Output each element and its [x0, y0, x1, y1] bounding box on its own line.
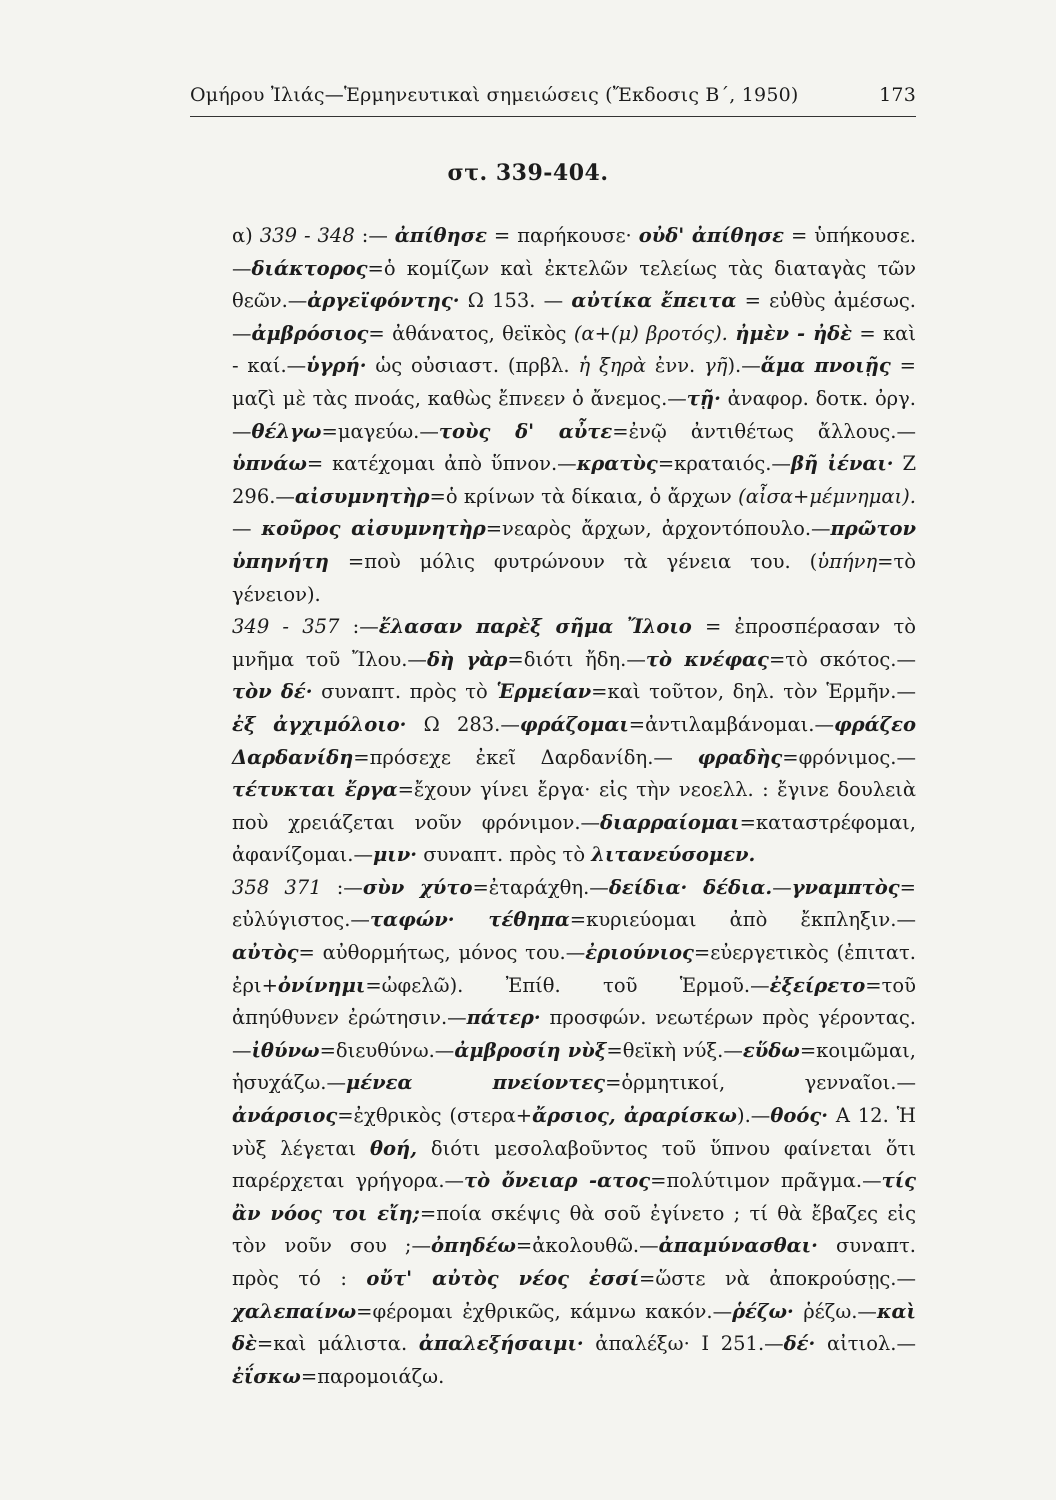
lemma-term: ἀπαλεξήσαιμι·: [418, 1332, 584, 1356]
commentary-body: [232, 220, 916, 1393]
gloss-text: =παρομοιάζω.: [300, 1364, 445, 1388]
gloss-text: ἀπαλέξω· Ι 251.—: [583, 1332, 784, 1356]
lemma-term: τὸ κνέφας: [645, 647, 769, 671]
lemma-term: σὺν χύτο: [362, 875, 473, 899]
reference-text: (α+(μ) βροτός).: [573, 321, 728, 345]
gloss-text: =μαγεύω.—: [321, 419, 439, 443]
gloss-text: =ἀκολουθῶ.—: [515, 1234, 659, 1258]
lemma-term: τίς ἂν νόος τοι εἴη;: [232, 1169, 917, 1225]
gloss-text: =ποία σκέψις θὰ σοῦ ἐγίνετο ; τί θὰ ἔβαζες εἰς τὸν νοῦν σου ;—: [232, 1201, 916, 1258]
reference-text: 349 - 357: [232, 615, 340, 639]
gloss-text: =κοιμῶμαι, ἡσυχάζω.—: [232, 1038, 916, 1095]
lemma-term: Ἑρμείαν: [496, 680, 592, 704]
gloss-text: ).—: [727, 354, 761, 378]
paragraph-349-357: [232, 611, 916, 872]
gloss-text: =τὸ σκότος.—: [768, 647, 916, 671]
gloss-text: =ἔχουν γίνει ἔργα· εἰς τὴν νεοελλ. : ἔγινε δουλειὰ ποὺ χρειάζεται νοῦν φρόνιμον.—: [232, 778, 917, 834]
lemma-term: μένεα πνείοντες: [346, 1071, 606, 1095]
lemma-term: ἄρσιος, ἀραρίσκω: [532, 1104, 737, 1128]
lemma-term: τέτυκται ἔργα: [232, 778, 398, 802]
gloss-text: =ὁρμητικοί, γενναῖοι.—: [605, 1071, 916, 1095]
gloss-text: =διευθύνω.—: [319, 1038, 455, 1062]
gloss-text: =κυριεύομαι ἀπὸ ἔκπληξιν.—: [569, 908, 916, 932]
lemma-term: μιν·: [373, 843, 418, 867]
lemma-term: ἐξ ἀγχιμόλοιο·: [232, 712, 407, 736]
lemma-term: ἀμβροσίη νὺξ: [454, 1038, 607, 1062]
lemma-term: πρῶτον ὑπηνήτη: [232, 517, 916, 573]
lemma-term: ἔλασαν παρὲξ σῆμα Ἴλοιο: [378, 615, 692, 639]
lemma-term: ὀνίνημι: [277, 973, 366, 997]
section-title: στ. 339-404.: [447, 160, 609, 186]
lemma-term: ἅμα πνοιῇς: [760, 354, 891, 378]
gloss-text: = παρήκουσε·: [486, 224, 639, 247]
lemma-term: καὶ δὲ: [232, 1299, 916, 1356]
lemma-term: ἐΐσκω: [232, 1364, 301, 1388]
lemma-term: ἀπαμύνασθαι·: [658, 1234, 818, 1258]
page-number: 173: [879, 84, 916, 106]
gloss-text: = καὶ - καί.—: [232, 321, 916, 378]
lemma-term: ἀργεϊφόντης·: [307, 289, 460, 313]
gloss-text: ἀναφορ. δοτκ. ὀργ.—: [232, 386, 916, 443]
gloss-text: Ω 283.—: [406, 712, 520, 736]
lemma-term: τὸν δέ·: [232, 680, 313, 704]
reference-text: ἡ ξηρὰ: [578, 354, 647, 378]
gloss-text: =ποὺ μόλις φυτρώνουν τὰ γένεια του. (: [329, 549, 818, 573]
running-head: [190, 84, 916, 106]
lemma-term: φράζομαι: [519, 712, 629, 736]
lemma-term: θέλγω: [251, 419, 322, 443]
gloss-text: =ὠφελῶ). Ἐπίθ. τοῦ Ἑρμοῦ.—: [365, 973, 770, 997]
gloss-text: =ὁ κρίνων τὰ δίκαια, ὁ ἄρχων: [429, 484, 739, 508]
header-rule: [190, 116, 916, 117]
lemma-term: λιτανεύσομεν.: [591, 843, 756, 867]
gloss-text: ἐνν.: [646, 354, 705, 378]
lemma-term: χαλεπαίνω: [232, 1299, 357, 1323]
gloss-text: διότι μεσολαβοῦντος τοῦ ὕπνου φαίνεται ὅτι παρέρχεται γρήγορα.—: [232, 1136, 916, 1193]
gloss-text: =φέρομαι ἐχθρικῶς, κάμνω κακόν.—: [356, 1299, 733, 1323]
gloss-text: :—: [321, 875, 363, 899]
lemma-term: ἐξείρετο: [769, 973, 866, 997]
lemma-term: πάτερ·: [466, 1006, 541, 1030]
gloss-text: :—: [339, 615, 379, 639]
reference-text: 358 371: [232, 875, 322, 899]
gloss-text: =θεϊκὴ νύξ.—: [606, 1038, 743, 1062]
lemma-term: κοῦρος αἰσυμνητὴρ: [261, 517, 486, 541]
lemma-term: ταφών· τέθηπα: [369, 908, 570, 932]
gloss-text: =εὐεργετικὸς (ἐπιτατ. ἐρι+: [232, 941, 917, 997]
gloss-text: = ἀθάνατος, θεϊκὸς: [368, 321, 574, 345]
gloss-text: =ἀντιλαμβάνομαι.—: [628, 712, 834, 736]
lemma-term: τοὺς δ' αὖτε: [438, 419, 613, 443]
gloss-text: =ἐνῷ ἀντιθέτως ἄλλους.—: [612, 419, 916, 443]
lemma-term: βῆ ἰέναι·: [790, 452, 894, 476]
gloss-text: = ἐπροσπέρασαν τὸ μνῆμα τοῦ Ἴλου.—: [232, 615, 916, 671]
gloss-text: —: [772, 875, 792, 899]
lemma-term: δέ·: [783, 1332, 816, 1356]
gloss-text: =τοῦ ἀπηύθυνεν ἐρώτησιν.—: [232, 973, 916, 1030]
gloss-text: =κραταιός.—: [657, 452, 791, 476]
reference-text: (αἶσα+μέμνημαι).: [738, 484, 916, 508]
gloss-text: =καταστρέφομαι, ἀφανίζομαι.—: [232, 810, 916, 867]
gloss-text: =νεαρὸς ἄρχων, ἀρχοντόπουλο.—: [485, 517, 831, 541]
gloss-text: =καὶ τοῦτον, δηλ. τὸν Ἑρμῆν.—: [591, 680, 916, 704]
paragraph-339-348: [232, 220, 916, 611]
lemma-term: τῇ·: [686, 386, 721, 410]
gloss-text: συναπτ. πρὸς τό :: [232, 1234, 916, 1290]
lemma-term: διάκτορος: [251, 256, 368, 280]
lemma-term: αἰσυμνητὴρ: [294, 484, 430, 508]
lemma-term: ὑγρή·: [306, 354, 367, 378]
lemma-term: ὑπνάω: [232, 452, 307, 476]
gloss-text: =διότι ἤδη.—: [507, 647, 646, 671]
lemma-term: ἠμὲν - ἠδὲ: [735, 321, 852, 345]
gloss-text: ῥέζω.—: [793, 1299, 877, 1323]
reference-text: ὑπήνη: [817, 549, 878, 573]
gloss-text: ).—: [737, 1104, 771, 1128]
gloss-text: = αὐθορμήτως, μόνος του.—: [298, 941, 586, 965]
reference-text: 339 - 348: [259, 224, 355, 247]
gloss-text: Ω 153. —: [459, 289, 572, 313]
lemma-term: οὔτ' αὐτὸς νέος ἐσσί: [366, 1267, 640, 1290]
lemma-term: ῥέζω·: [732, 1299, 794, 1323]
gloss-text: ὡς οὐσιαστ. (πρβλ.: [366, 354, 579, 378]
lemma-term: δείδια· δέδια.: [608, 875, 773, 899]
gloss-text: = μαζὶ μὲ τὰς πνοάς, καθὼς ἔπνεεν ὁ ἄνεμος.—: [232, 354, 916, 410]
lemma-term: εὕδω: [742, 1038, 800, 1062]
lemma-term: διαρραίομαι: [600, 810, 740, 834]
running-title: Ομήρου Ἰλιάς—Ἑρμηνευτικαὶ σημειώσεις (Ἔκδοσις Β΄, 1950): [190, 84, 799, 106]
reference-text: γῆ: [704, 354, 728, 378]
gloss-text: Α 12. Ἡ νὺξ λέγεται: [232, 1104, 916, 1160]
gloss-text: =καὶ μάλιστα.: [256, 1332, 419, 1356]
gloss-text: α): [232, 224, 260, 247]
lemma-term: ἀμβρόσιος: [251, 321, 369, 345]
gloss-text: αἰτιολ.—: [815, 1332, 916, 1356]
lemma-term: γναμπτὸς: [791, 875, 900, 899]
gloss-text: Ζ 296.—: [232, 452, 916, 508]
gloss-text: =πρόσεχε ἐκεῖ Δαρδανίδη.—: [353, 745, 698, 769]
gloss-text: =τὸ γένειον).: [232, 549, 916, 606]
gloss-text: = εὐλύγιστος.—: [232, 875, 916, 932]
gloss-text: :—: [354, 224, 395, 247]
lemma-term: οὐδ' ἀπίθησε: [638, 224, 784, 247]
gloss-text: = εὐθὺς ἀμέσως.—: [232, 289, 916, 345]
lemma-term: θοή,: [370, 1136, 417, 1160]
lemma-term: ἀπίθησε: [394, 224, 487, 247]
lemma-term: φραδὴς: [697, 745, 783, 769]
gloss-text: = ὑπήκουσε.—: [232, 224, 917, 280]
gloss-text: προσφών. νεωτέρων πρὸς γέροντας.—: [232, 1006, 916, 1062]
lemma-term: ὀπηδέω: [431, 1234, 516, 1258]
lemma-term: θοός·: [770, 1104, 828, 1128]
lemma-term: αὐτίκα ἔπειτα: [571, 289, 737, 313]
gloss-text: —: [232, 517, 262, 541]
gloss-text: συναπτ. πρὸς τὸ: [417, 843, 592, 867]
gloss-text: = κατέχομαι ἀπὸ ὕπνον.—: [306, 452, 577, 476]
gloss-text: =φρόνιμος.—: [782, 745, 916, 769]
gloss-text: συναπτ. πρὸς τὸ: [312, 680, 497, 704]
gloss-text: =ὥστε νὰ ἀποκρούσῃς.—: [639, 1267, 917, 1290]
lemma-term: ἐριούνιος: [585, 941, 694, 965]
lemma-term: δὴ γὰρ: [426, 647, 508, 671]
lemma-term: φράζεο Δαρδανίδη: [232, 712, 917, 769]
gloss-text: =πολύτιμον πρᾶγμα.—: [650, 1169, 882, 1193]
paragraph-358-371: [232, 872, 916, 1394]
lemma-term: τὸ ὄνειαρ -ατος: [464, 1169, 651, 1193]
lemma-term: ἀνάρσιος: [232, 1104, 338, 1128]
gloss-text: =ἐταράχθη.—: [472, 875, 609, 899]
lemma-term: κρατὺς: [576, 452, 658, 476]
lemma-term: ἰθύνω: [251, 1038, 320, 1062]
gloss-text: =ὁ κομίζων καὶ ἐκτελῶν τελείως τὰς διαταγὰς τῶν θεῶν.—: [232, 256, 916, 313]
gloss-text: =ἐχθρικὸς (στερα+: [337, 1104, 533, 1128]
lemma-term: αὐτὸς: [232, 941, 299, 965]
